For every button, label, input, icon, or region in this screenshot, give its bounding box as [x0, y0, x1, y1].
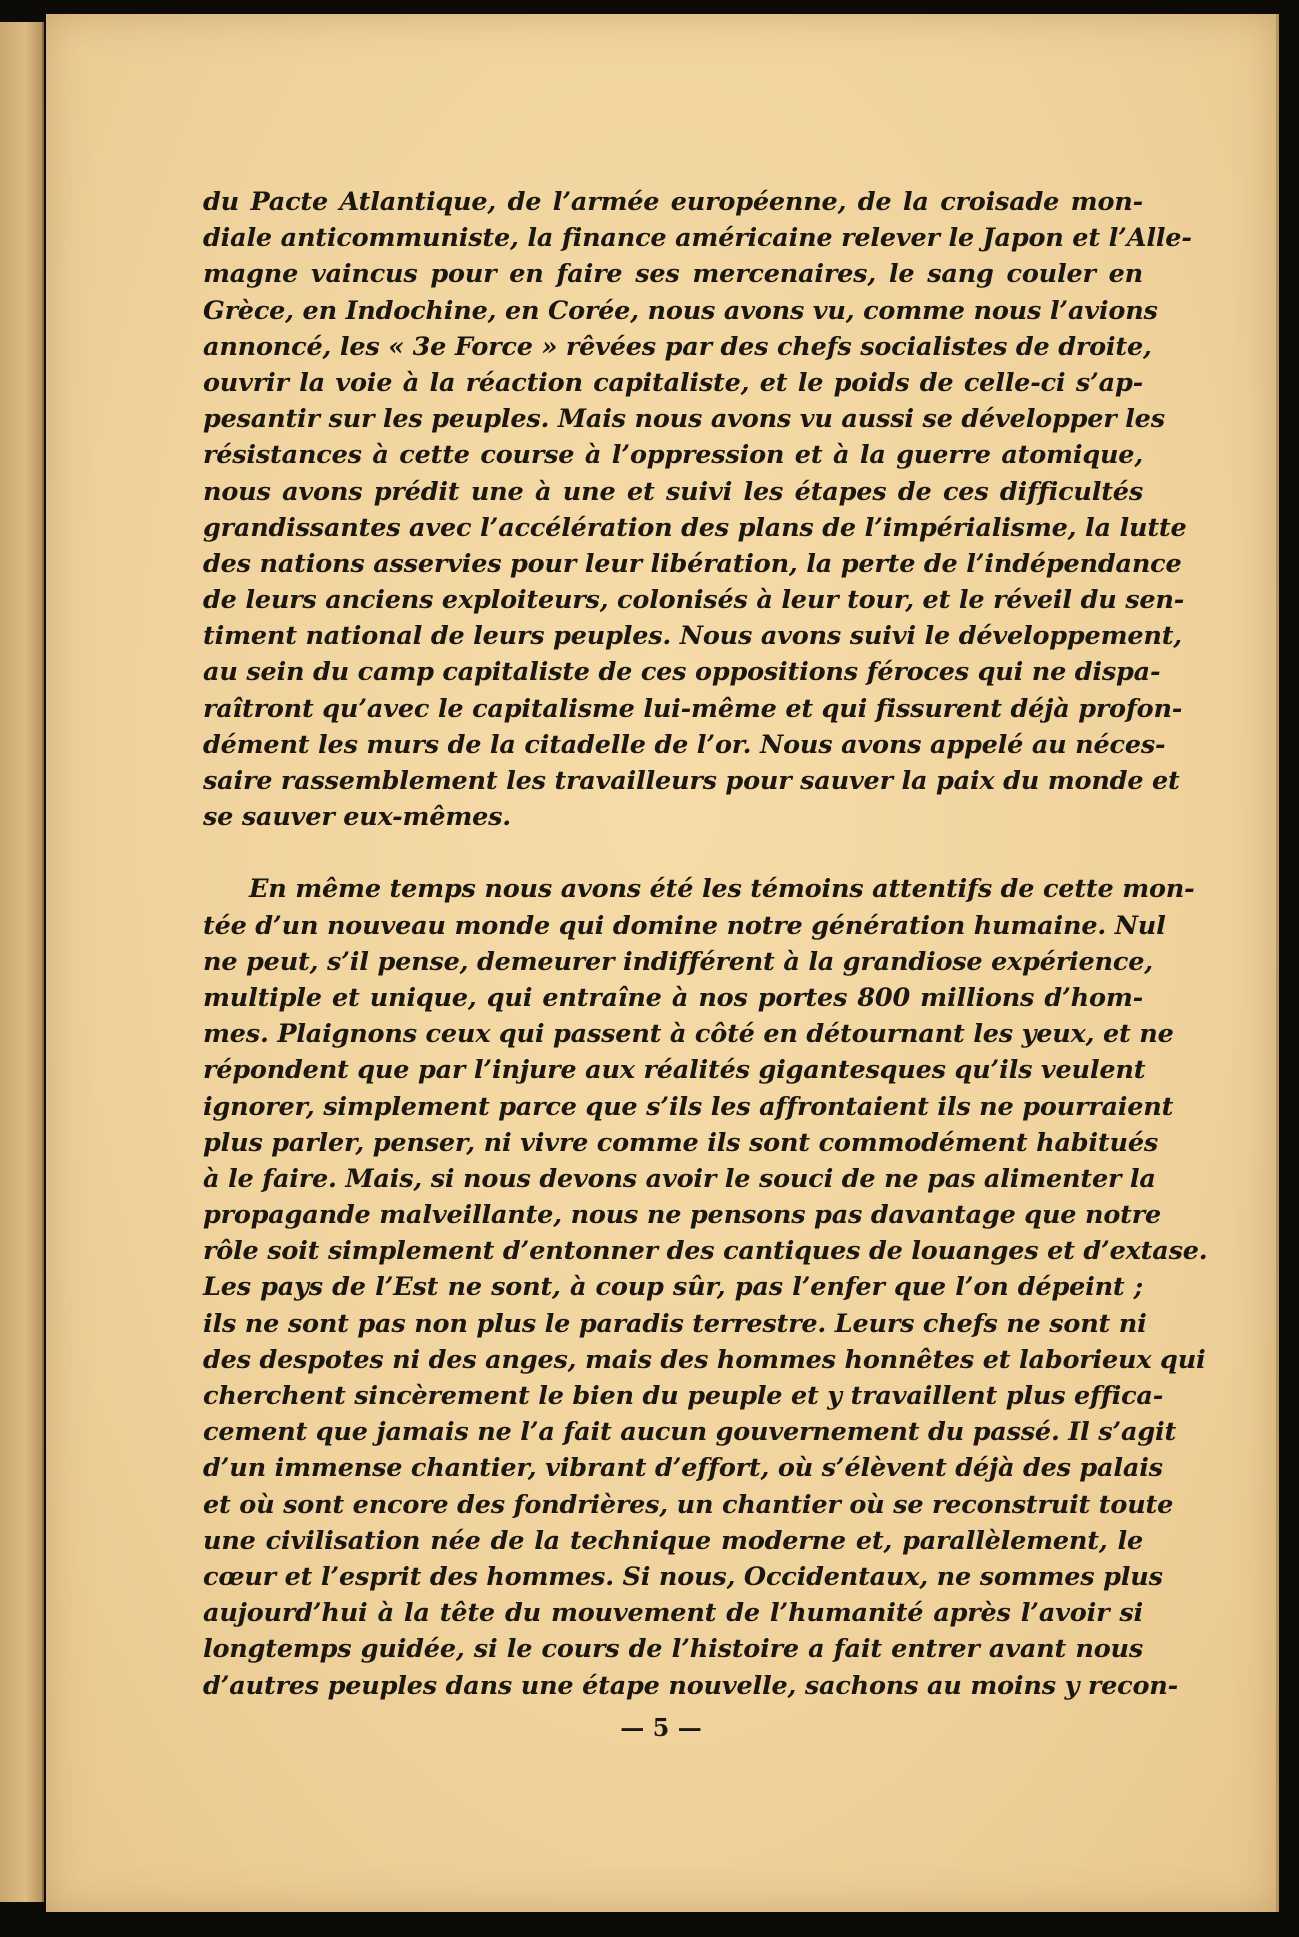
text-line: du Pacte Atlantique, de l’armée européenne, de la croisade mon-	[203, 187, 1143, 217]
text-line: raîtront qu’avec le capitalisme lui-même et qui fissurent déjà profon-	[203, 693, 1183, 724]
text-line: dément les murs de la citadelle de l’or. Nous avons appelé au néces-	[203, 729, 1166, 760]
page-number: — 5 —	[620, 1713, 702, 1742]
paragraph-1	[203, 184, 1192, 835]
text-line: saire rassemblement les travailleurs pour sauver la paix du monde et	[203, 766, 1180, 796]
text-line: à le faire. Mais, si nous devons avoir le souci de ne pas alimenter la	[203, 1163, 1156, 1194]
text-line: se sauver eux-mêmes.	[203, 802, 511, 833]
body-text	[203, 184, 1208, 1704]
text-line: tée d’un nouveau monde qui domine notre génération humaine. Nul	[203, 910, 1166, 941]
text-line: de leurs anciens exploiteurs, colonisés à leur tour, et le réveil du sen-	[203, 585, 1185, 616]
text-line: cœur et l’esprit des hommes. Si nous, Occidentaux, ne sommes plus	[203, 1561, 1163, 1592]
previous-page-edge	[0, 22, 44, 1902]
text-line: mes. Plaignons ceux qui passent à côté en détournant les yeux, et ne	[203, 1019, 1174, 1050]
text-line: longtemps guidée, si le cours de l’histoire a fait entrer avant nous	[203, 1634, 1143, 1665]
text-line: multiple et unique, qui entraîne à nos portes 800 millions d’hom-	[203, 982, 1143, 1013]
text-line: plus parler, penser, ni vivre comme ils sont commodément habitués	[203, 1127, 1159, 1158]
text-line: ignorer, simplement parce que s’ils les affrontaient ils ne pourraient	[203, 1091, 1174, 1122]
text-line: Les pays de l’Est ne sont, à coup sûr, pas l’enfer que l’on dépeint ;	[203, 1272, 1143, 1303]
text-line: des despotes ni des anges, mais des hommes honnêtes et laborieux qui	[203, 1344, 1206, 1375]
text-line: cement que jamais ne l’a fait aucun gouvernement du passé. Il s’agit	[203, 1417, 1177, 1448]
text-line: propagande malveillante, nous ne pensons pas davantage que notre	[203, 1200, 1161, 1231]
text-line: nous avons prédit une à une et suivi les étapes de ces difficultés	[203, 476, 1143, 507]
text-line: cherchent sincèrement le bien du peuple et y travaillent plus effica-	[203, 1381, 1164, 1411]
text-line: annoncé, les « 3e Force » rêvées par des chefs socialistes de droite,	[203, 331, 1152, 362]
text-line: des nations asservies pour leur libération, la perte de l’indépendance	[203, 548, 1182, 579]
text-line: timent national de leurs peuples. Nous avons suivi le développement,	[203, 621, 1182, 652]
text-line: grandissantes avec l’accélération des plans de l’impérialisme, la lutte	[203, 512, 1187, 543]
text-line: magne vaincus pour en faire ses mercenaires, le sang couler en	[203, 259, 1143, 290]
text-line: ne peut, s’il pense, demeurer indifférent à la grandiose expérience,	[203, 946, 1153, 977]
text-line: En même temps nous avons été les témoins attentifs de cette mon-	[249, 874, 1195, 905]
text-line: pesantir sur les peuples. Mais nous avons vu aussi se développer les	[203, 404, 1165, 435]
document-page	[46, 14, 1279, 1912]
text-line: et où sont encore des fondrières, un chantier où se reconstruit toute	[203, 1489, 1174, 1520]
text-line: ils ne sont pas non plus le paradis terrestre. Leurs chefs ne sont ni	[203, 1308, 1147, 1339]
text-line: répondent que par l’injure aux réalités gigantesques qu’ils veulent	[203, 1055, 1146, 1086]
text-line: d’autres peuples dans une étape nouvelle, sachons au moins y recon-	[203, 1670, 1178, 1701]
text-line: rôle soit simplement d’entonner des cantiques de louanges et d’extase.	[203, 1236, 1208, 1267]
text-line: aujourd’hui à la tête du mouvement de l’humanité après l’avoir si	[203, 1598, 1143, 1629]
text-line: Grèce, en Indochine, en Corée, nous avons vu, comme nous l’avions	[203, 295, 1158, 326]
text-line: résistances à cette course à l’oppression et à la guerre atomique,	[203, 440, 1143, 471]
paragraph-2	[203, 871, 1208, 1703]
text-line: diale anticommuniste, la finance américaine relever le Japon et l’Alle-	[203, 223, 1192, 254]
text-line: au sein du camp capitaliste de ces oppositions féroces qui ne dispa-	[203, 657, 1161, 688]
text-line: ouvrir la voie à la réaction capitaliste, et le poids de celle-ci s’ap-	[203, 367, 1143, 398]
text-line: d’un immense chantier, vibrant d’effort, où s’élèvent déjà des palais	[203, 1453, 1163, 1484]
text-line: une civilisation née de la technique moderne et, parallèlement, le	[203, 1525, 1143, 1556]
